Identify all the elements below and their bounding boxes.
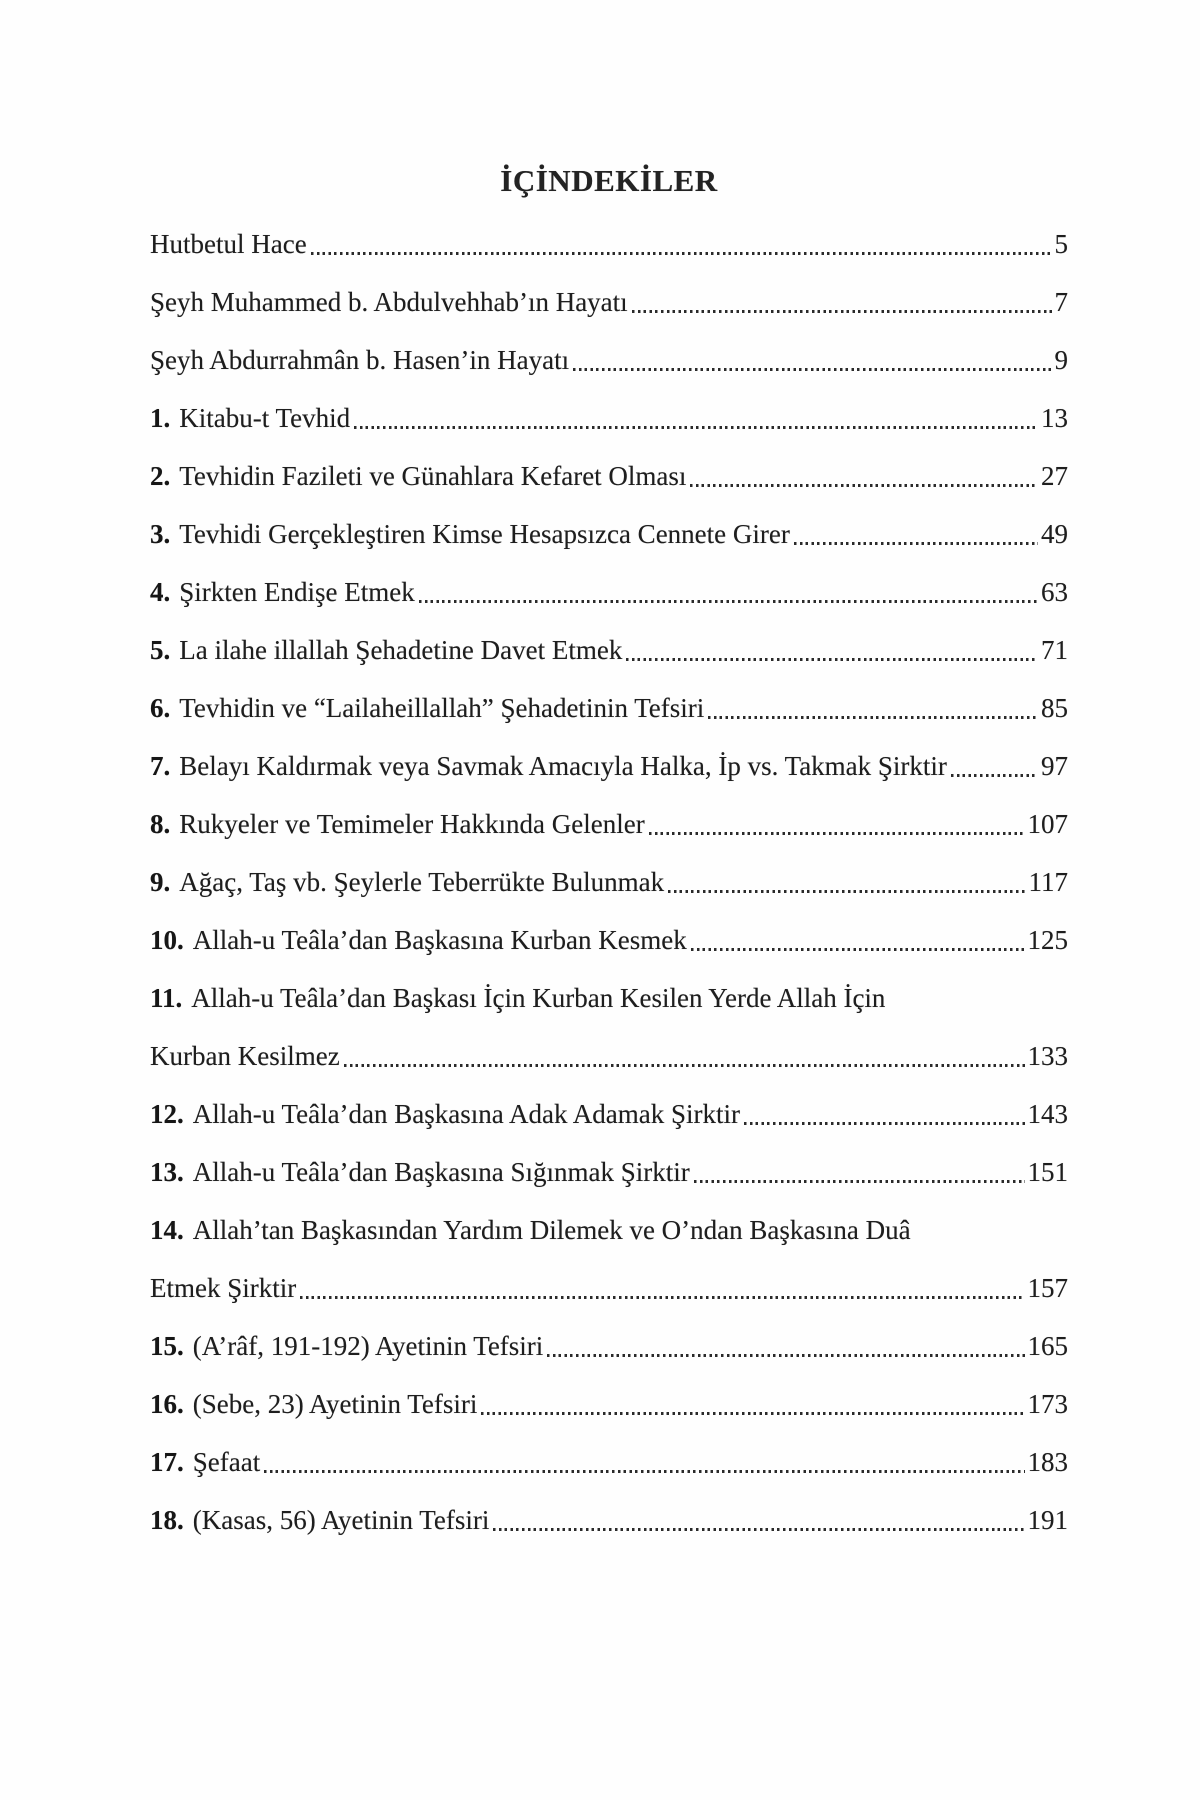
toc-entry [150, 979, 1068, 1017]
entry-page-number: 157 [1027, 1273, 1068, 1303]
toc-entry [150, 1095, 1068, 1133]
entry-number: 10. [150, 925, 184, 955]
entry-page-number: 5 [1054, 229, 1068, 259]
toc-entry [150, 747, 1068, 785]
entry-number: 3. [150, 519, 171, 549]
dot-leader [354, 426, 1038, 429]
entry-number: 13. [150, 1157, 184, 1187]
entry-page-number: 173 [1027, 1389, 1068, 1419]
entry-number: 18. [150, 1505, 184, 1535]
entry-label: Kurban Kesilmez [150, 1041, 340, 1071]
entry-number: 16. [150, 1389, 184, 1419]
dot-leader [951, 774, 1038, 777]
entry-label: Belayı Kaldırmak veya Savmak Amacıyla Halka, İp vs. Takmak Şirktir [179, 751, 947, 781]
entry-label: Tevhidin ve “Lailaheillallah” Şehadetinin Tefsiri [179, 693, 705, 723]
entry-number: 11. [150, 983, 183, 1013]
entry-label: Allah-u Teâla’dan Başkasına Sığınmak Şirktir [192, 1157, 690, 1187]
table-of-contents [150, 225, 1068, 1539]
dot-leader [690, 484, 1038, 487]
toc-entry [150, 225, 1068, 263]
dot-leader [419, 600, 1038, 603]
toc-entry [150, 1443, 1068, 1481]
dot-leader [311, 252, 1052, 255]
entry-page-number: 151 [1027, 1157, 1068, 1187]
dot-leader [744, 1122, 1025, 1125]
entry-page-number: 49 [1041, 519, 1068, 549]
dot-leader [794, 542, 1038, 545]
dot-leader [708, 716, 1038, 719]
toc-entry [150, 689, 1068, 727]
toc-entry [150, 457, 1068, 495]
entry-number: 5. [150, 635, 171, 665]
toc-entry-continuation [150, 1269, 1068, 1307]
entry-label: Hutbetul Hace [150, 229, 307, 259]
entry-number: 14. [150, 1215, 184, 1245]
dot-leader [264, 1470, 1024, 1473]
entry-label: Tevhidi Gerçekleştiren Kimse Hesapsızca Cennete Girer [179, 519, 790, 549]
entry-number: 7. [150, 751, 171, 781]
entry-number: 4. [150, 577, 171, 607]
entry-label: Allah-u Teâla’dan Başkasına Adak Adamak Şirktir [192, 1099, 740, 1129]
dot-leader [632, 310, 1052, 313]
entry-page-number: 13 [1041, 403, 1068, 433]
entry-label: La ilahe illallah Şehadetine Davet Etmek [179, 635, 623, 665]
entry-page-number: 9 [1054, 345, 1068, 375]
toc-entry [150, 1327, 1068, 1365]
dot-leader [626, 658, 1038, 661]
entry-page-number: 85 [1041, 693, 1068, 723]
entry-label: Etmek Şirktir [150, 1273, 297, 1303]
entry-label: (Sebe, 23) Ayetinin Tefsiri [192, 1389, 478, 1419]
entry-page-number: 191 [1027, 1505, 1068, 1535]
entry-number: 8. [150, 809, 171, 839]
dot-leader [300, 1296, 1024, 1299]
entry-number: 12. [150, 1099, 184, 1129]
entry-label: Şeyh Muhammed b. Abdulvehhab’ın Hayatı [150, 287, 628, 317]
dot-leader [694, 1180, 1025, 1183]
dot-leader [344, 1064, 1025, 1067]
dot-leader [668, 890, 1025, 893]
entry-page-number: 125 [1027, 925, 1068, 955]
toc-entry [150, 1385, 1068, 1423]
entry-page-number: 63 [1041, 577, 1068, 607]
toc-entry [150, 631, 1068, 669]
toc-entry [150, 573, 1068, 611]
entry-page-number: 27 [1041, 461, 1068, 491]
entry-label: Allah-u Teâla’dan Başkasına Kurban Kesmek [192, 925, 687, 955]
entry-page-number: 71 [1041, 635, 1068, 665]
entry-number: 17. [150, 1447, 184, 1477]
entry-page-number: 143 [1027, 1099, 1068, 1129]
entry-number: 6. [150, 693, 171, 723]
entry-label: Kitabu-t Tevhid [179, 403, 351, 433]
toc-entry-continuation [150, 1037, 1068, 1075]
entry-label: Şefaat [192, 1447, 261, 1477]
dot-leader [481, 1412, 1024, 1415]
toc-entry [150, 921, 1068, 959]
entry-label: Ağaç, Taş vb. Şeylerle Teberrükte Bulunmak [179, 867, 665, 897]
toc-entry [150, 1501, 1068, 1539]
toc-entry [150, 515, 1068, 553]
entry-label: (A’râf, 191-192) Ayetinin Tefsiri [192, 1331, 544, 1361]
entry-number: 15. [150, 1331, 184, 1361]
toc-entry [150, 1153, 1068, 1191]
entry-label: Allah-u Teâla’dan Başkası İçin Kurban Kesilen Yerde Allah İçin [191, 983, 886, 1013]
entry-page-number: 183 [1027, 1447, 1068, 1477]
dot-leader [691, 948, 1025, 951]
page-title: İÇİNDEKİLER [500, 163, 718, 198]
toc-entry [150, 863, 1068, 901]
entry-page-number: 133 [1027, 1041, 1068, 1071]
toc-entry [150, 283, 1068, 321]
entry-page-number: 165 [1027, 1331, 1068, 1361]
toc-entry [150, 1211, 1068, 1249]
entry-number: 9. [150, 867, 171, 897]
dot-leader [649, 832, 1025, 835]
entry-number: 2. [150, 461, 171, 491]
entry-page-number: 97 [1041, 751, 1068, 781]
entry-label: Tevhidin Fazileti ve Günahlara Kefaret Olması [179, 461, 687, 491]
entry-label: Şirkten Endişe Etmek [179, 577, 415, 607]
entry-label: Allah’tan Başkasından Yardım Dilemek ve O’ndan Başkasına Duâ [192, 1215, 911, 1245]
toc-entry [150, 805, 1068, 843]
entry-label: (Kasas, 56) Ayetinin Tefsiri [192, 1505, 490, 1535]
toc-entry [150, 341, 1068, 379]
dot-leader [573, 368, 1051, 371]
entry-label: Rukyeler ve Temimeler Hakkında Gelenler [179, 809, 645, 839]
entry-page-number: 117 [1028, 867, 1068, 897]
entry-page-number: 7 [1054, 287, 1068, 317]
entry-label: Şeyh Abdurrahmân b. Hasen’in Hayatı [150, 345, 570, 375]
toc-entry [150, 399, 1068, 437]
entry-number: 1. [150, 403, 171, 433]
dot-leader [547, 1354, 1024, 1357]
entry-page-number: 107 [1027, 809, 1068, 839]
dot-leader [493, 1528, 1024, 1531]
